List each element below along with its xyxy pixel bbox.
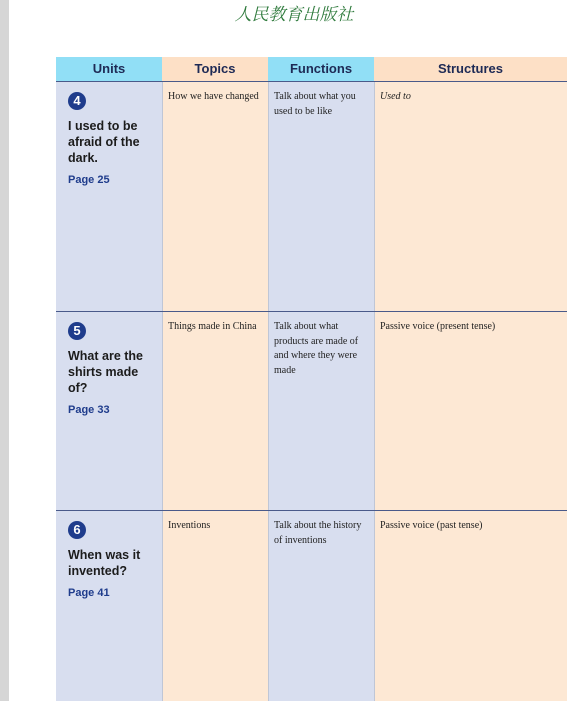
topic-cell: Inventions — [168, 520, 211, 531]
unit-page-link[interactable]: Page 41 — [68, 587, 110, 599]
row-rule — [56, 311, 567, 312]
column-divider — [162, 57, 163, 701]
unit-page-link[interactable]: Page 33 — [68, 404, 110, 416]
function-cell: Talk about what you used to be like — [274, 91, 356, 117]
unit-cell — [68, 322, 158, 416]
function-cell: Talk about what products are made of and where they were made — [274, 321, 359, 376]
textbook-page — [9, 0, 567, 701]
structure-cell: Passive voice (present tense) — [380, 321, 496, 332]
header-functions: Functions — [268, 57, 374, 81]
header-topics: Topics — [162, 57, 268, 81]
unit-cell — [68, 92, 158, 186]
unit-title: When was it invented? — [68, 548, 141, 578]
structure-cell: Passive voice (past tense) — [380, 520, 483, 531]
unit-number-badge: 4 — [68, 92, 86, 110]
contents-table — [56, 57, 567, 701]
functions-column — [268, 57, 374, 701]
row-rule — [56, 510, 567, 511]
column-divider — [374, 57, 375, 701]
column-divider — [268, 57, 269, 701]
structure-cell: Used to — [380, 91, 411, 102]
unit-number-badge: 6 — [68, 521, 86, 539]
topics-column — [162, 57, 268, 701]
topic-cell: How we have changed — [168, 91, 259, 102]
unit-number-badge: 5 — [68, 322, 86, 340]
publisher-logo — [209, 0, 379, 26]
publisher-logo-text: 人民教育出版社 — [234, 5, 354, 25]
topic-cell: Things made in China — [168, 321, 257, 332]
header-rule — [56, 81, 567, 82]
function-cell: Talk about the history of inventions — [274, 520, 362, 546]
header-units: Units — [56, 57, 162, 81]
unit-cell — [68, 521, 158, 599]
unit-title: I used to be afraid of the dark. — [68, 119, 140, 165]
structures-column — [374, 57, 567, 701]
unit-title: What are the shirts made of? — [68, 349, 144, 395]
unit-page-link[interactable]: Page 25 — [68, 174, 110, 186]
header-structures: Structures — [374, 57, 567, 81]
